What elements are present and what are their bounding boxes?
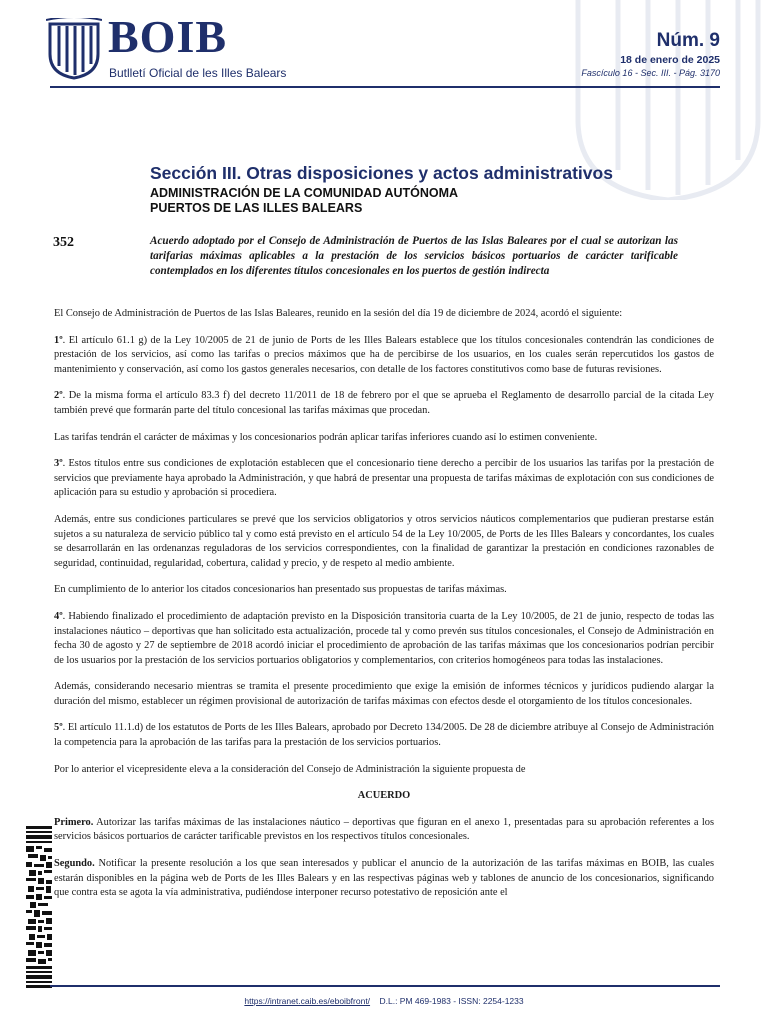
primero-paragraph — [54, 816, 714, 845]
footer-legal: D.L.: PM 469-1983 - ISSN: 2254-1233 — [379, 996, 524, 1006]
administration-name: ADMINISTRACIÓN DE LA COMUNIDAD AUTÓNOMA — [150, 186, 459, 200]
paragraph-5 — [54, 721, 714, 750]
section-title: Sección III. Otras disposiciones y actos administrativos — [150, 163, 613, 183]
paragraph-2b: Las tarifas tendrán el carácter de máximas y los concesionarios podrán aplicar tarifas inferiores cuando así lo estimen conveniente. — [54, 431, 598, 443]
paragraph-3 — [54, 457, 714, 501]
paragraph-4-label: 4º — [54, 610, 63, 622]
boib-crest-icon — [46, 18, 102, 80]
footer-divider — [50, 985, 720, 987]
paragraph-3b: Además, entre sus condiciones particulares se prevé que los servicios obligatorios y otros servicios náuticos complementarios que pudieran prestarse están sujetos a su naturaleza de servicio público tal y como está previsto en el artículo 54 de la Ley 10/2005, de Ports de les Illes Balears y concordantes, los cuales se desarrollarán en las ordenanzas reguladoras de los servicios correspondientes, con la finalidad de garantizar la prestación en condiciones razonables de seguridad, continuidad, regularidad, cobertura, calidad y precio, y de respeto al medio ambiente. — [54, 513, 714, 569]
verification-barcode — [26, 826, 52, 991]
paragraph-2-label: 2º — [54, 390, 63, 402]
paragraph-4-text: . Habiendo finalizado el procedimiento de adaptación previsto en la Disposición transitoria cuarta de la Ley 10/2005, de 21 de junio, respecto de todas las instalaciones náutico – deportivas que han solicitado esta actualización, procede tal y como prevén sus títulos concesionales, el Consejo de Administración en fecha 30 de agosto y 27 de septiembre de 2018 acordó iniciar el procedimiento de aprobación de las tarifas máximas que los concesionarios podrían percibir de los usuarios por la prestación de los servicios portuarios obligatorios y complementarios, con criterios homogéneos para todas las instalaciones. — [54, 610, 714, 666]
paragraph-3c: En cumplimiento de lo anterior los citados concesionarios han presentado sus propuestas de tarifas máximas. — [54, 584, 507, 596]
header-divider — [50, 86, 720, 88]
document-body — [54, 307, 714, 913]
paragraph-1-label: 1º — [54, 334, 63, 346]
paragraph-4b: Además, considerando necesario mientras se tramita el presente procedimiento que exige la emisión de informes técnicos y jurídicos pudiendo alargar la duración del mismo, establecer un régimen provisional de autorización de tarifas máximas con efectos desde el otorgamiento de los títulos concesionales. — [54, 681, 714, 707]
primero-label: Primero. — [54, 816, 94, 828]
segundo-paragraph — [54, 857, 714, 901]
paragraph-3-label: 3º — [54, 458, 63, 470]
primero-text: Autorizar las tarifas máximas de las instalaciones náutico – deportivas que figuran en el anexo 1, presentadas para su aprobación referentes a los servicios básicos portuarios de carácter tarificable previstos en los respectivos títulos concesionales. — [54, 816, 714, 843]
segundo-label: Segundo. — [54, 858, 95, 870]
paragraph-5-label: 5º — [54, 722, 63, 734]
entity-name: PUERTOS DE LAS ILLES BALEARS — [150, 201, 363, 215]
announcement-number: 352 — [53, 235, 74, 250]
paragraph-4 — [54, 610, 714, 668]
paragraph-2 — [54, 389, 714, 418]
boib-subtitle: Butlletí Oficial de les Illes Balears — [109, 66, 287, 80]
paragraph-1-text: . El artículo 61.1 g) de la Ley 10/2005 de 21 de junio de Ports de les Illes Balears establece que los títulos concesionales contendrán las condiciones de prestación de los servicios, así como las tarifas o precios máximos que ha de percibirse de los usuarios, en los cuales serán repercutidos los gastos de mantenimiento y conservación, así como los gastos generales necesarios, con detalle de los factores constitutivos como base de futuras revisiones. — [54, 334, 714, 375]
footer — [0, 996, 768, 1006]
paragraph-6: Por lo anterior el vicepresidente eleva a la consideración del Consejo de Administración la siguiente propuesta de — [54, 763, 526, 775]
paragraph-3-text: . Estos títulos entre sus condiciones de explotación establecen que el concesionario tiene derecho a percibir de los usuarios las tarifas por la prestación de servicios que previamente haya aprobado la Administración, y que habrá de presentar una propuesta de tarifas máximas de explotación con sus condiciones de aplicación para su estudio y aprobación si procediera. — [54, 458, 714, 499]
segundo-text: Notificar la presente resolución a los que sean interesados y publicar el anuncio de la autorización de las tarifas máximas en BOIB, las cuales estarán disponibles en la página web de Ports de les Illes Balears y en las respectivas páginas web y tablones de anuncio de los concesionarios, significando que contra esta se agota la vía administrativa, pudiéndose interponer recurso potestativo de reposición ante el — [54, 858, 714, 899]
intro-paragraph: El Consejo de Administración de Puertos de las Islas Baleares, reunido en la sesión del día 19 de diciembre de 2024, acordó el siguiente: — [54, 308, 623, 319]
boib-logo-text: BOIB — [108, 11, 228, 62]
acuerdo-heading: ACUERDO — [357, 790, 411, 802]
issue-number: Núm. 9 — [656, 30, 720, 51]
paragraph-1 — [54, 334, 714, 378]
administration-heading — [150, 186, 458, 216]
paragraph-2-text: . De la misma forma el artículo 83.3 f) del decreto 11/2011 de 18 de febrero por el que se aprueba el Reglamento de desarrollo parcial de la citada Ley también prevé que formarán parte del título concesional las tarifas máximas que procedan. — [54, 390, 714, 416]
fascicle-info: Fascículo 16 - Sec. III. - Pág. 3170 — [581, 68, 720, 78]
issue-date: 18 de enero de 2025 — [620, 54, 720, 66]
paragraph-5-text: . El artículo 11.1.d) de los estatutos de Ports de les Illes Balears, aprobado por Decreto 134/2005. De 28 de diciembre atribuye al Consejo de Administración la competencia para la aprobación de las tarifas para la prestación de los servicios portuarios. — [54, 722, 714, 749]
footer-url-link[interactable]: https://intranet.caib.es/eboibfront/ — [244, 996, 371, 1006]
announcement-summary: Acuerdo adoptado por el Consejo de Administración de Puertos de las Islas Baleares por el cual se autorizan las tarifarias máximas aplicables a la prestación de los servicios básicos portuarios de carácter tarificable contemplados en los diferentes títulos concesionales en los puertos de gestión indirecta — [150, 235, 678, 277]
